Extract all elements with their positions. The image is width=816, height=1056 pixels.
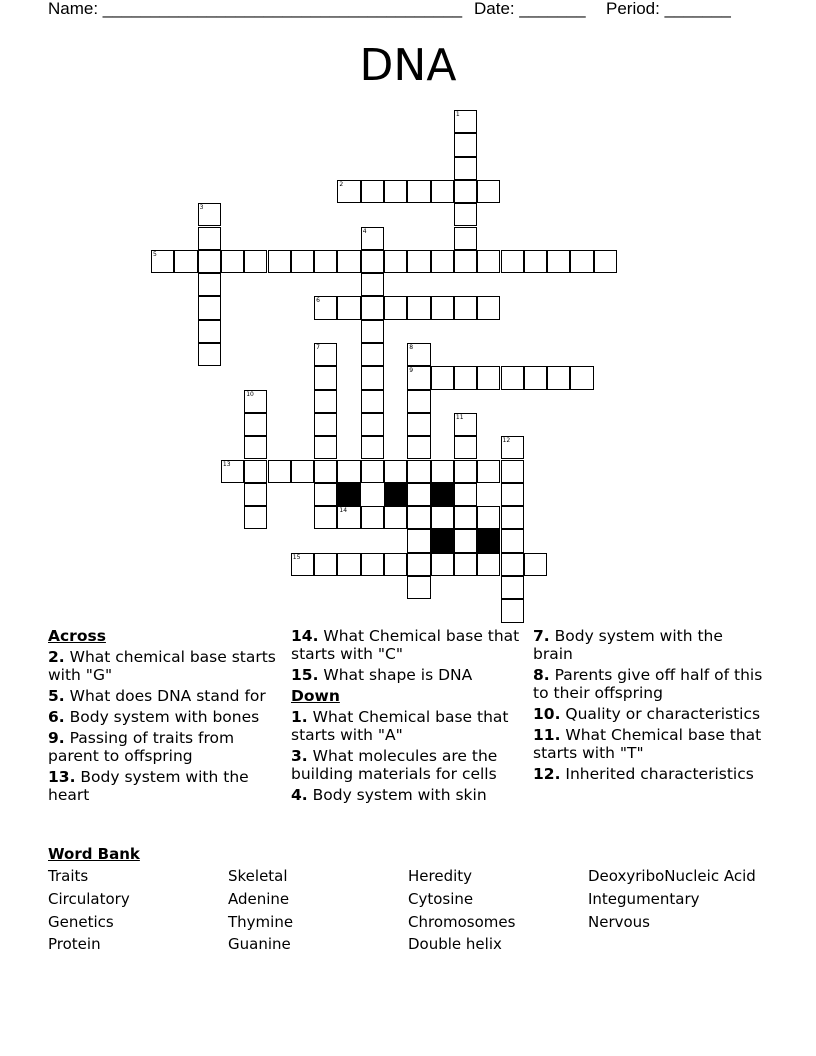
grid-cell[interactable] [314,483,337,506]
word-bank-item: DeoxyriboNucleic Acid [588,867,756,885]
grid-cell[interactable] [384,506,407,529]
grid-cell[interactable] [454,203,477,226]
grid-cell[interactable] [407,553,430,576]
grid-cell[interactable] [501,250,524,273]
grid-cell[interactable] [431,250,454,273]
grid-cell[interactable] [501,576,524,599]
cell-number: 13 [222,460,231,468]
grid-cell[interactable] [501,436,524,459]
clue-down-4: 4. Body system with skin [291,786,487,804]
grid-cell[interactable] [337,296,360,319]
word-bank-item: Skeletal [228,867,288,885]
cell-number: 4 [362,227,367,235]
cell-number: 14 [339,507,348,515]
grid-cell[interactable] [268,460,291,483]
grid-cell[interactable] [244,413,267,436]
grid-cell[interactable] [524,250,547,273]
cell-number: 8 [409,344,414,351]
grid-cell[interactable] [361,553,384,576]
grid-cell[interactable] [337,250,360,273]
grid-cell[interactable] [477,296,500,319]
grid-cell[interactable] [314,506,337,529]
grid-cell[interactable] [407,296,430,319]
clue-across-9: 9. Passing of traits from parent to offspring [48,729,235,765]
grid-cell[interactable] [454,460,477,483]
clue-down-1: 1. What Chemical base that starts with "A" [291,708,509,744]
clue-across-2: 2. What chemical base starts with "G" [48,648,276,684]
cell-number: 15 [292,553,301,561]
grid-cell[interactable] [314,460,337,483]
grid-cell[interactable] [407,529,430,552]
grid-cell[interactable] [198,343,221,366]
grid-cell[interactable] [384,460,407,483]
clue-down-3: 3. What molecules are the building materials for cells [291,747,498,783]
grid-cell[interactable] [501,529,524,552]
clue-across-13: 13. Body system with the heart [48,768,249,804]
word-bank-item: Guanine [228,935,291,953]
grid-cell[interactable] [477,366,500,389]
grid-cell[interactable] [361,296,384,319]
grid-cell[interactable] [477,460,500,483]
grid-cell[interactable] [314,390,337,413]
grid-cell[interactable] [454,366,477,389]
word-bank-item: Heredity [408,867,473,885]
grid-cell[interactable] [244,390,267,413]
cell-number: 12 [502,437,511,445]
grid-cell[interactable] [407,413,430,436]
grid-cell[interactable] [407,250,430,273]
grid-cell[interactable] [454,413,477,436]
clues-column-1 [48,627,280,807]
grid-cell[interactable] [431,366,454,389]
down-heading: Down [291,687,340,705]
grid-cell[interactable] [244,460,267,483]
grid-cell[interactable] [454,250,477,273]
grid-cell[interactable] [501,506,524,529]
grid-cell[interactable] [337,506,360,529]
grid-cell[interactable] [454,529,477,552]
grid-cell[interactable] [198,250,221,273]
grid-cell[interactable] [314,366,337,389]
word-bank-item: Traits [48,867,89,885]
grid-cell[interactable] [337,553,360,576]
word-bank-item: Integumentary [588,890,700,908]
grid-cell[interactable] [501,483,524,506]
grid-cell[interactable] [361,227,384,250]
grid-cell[interactable] [407,343,430,366]
grid-cell[interactable] [361,320,384,343]
grid-cell[interactable] [198,203,221,226]
grid-cell[interactable] [361,343,384,366]
word-bank-item: Adenine [228,890,290,908]
grid-cell[interactable] [454,483,477,506]
grid-cell[interactable] [361,436,384,459]
grid-cell[interactable] [337,180,360,203]
grid-cell[interactable] [361,250,384,273]
grid-cell[interactable] [594,250,617,273]
grid-cell[interactable] [384,180,407,203]
grid-cell[interactable] [198,320,221,343]
grid-cell[interactable] [454,133,477,156]
grid-cell[interactable] [268,250,291,273]
grid-cell[interactable] [291,460,314,483]
black-square [431,529,454,552]
grid-cell[interactable] [431,506,454,529]
page-title: DNA [359,40,457,91]
grid-cell[interactable] [361,460,384,483]
grid-cell[interactable] [384,553,407,576]
grid-cell[interactable] [291,250,314,273]
cell-number: 5 [153,250,157,258]
grid-cell[interactable] [501,553,524,576]
black-square [431,483,454,506]
cell-number: 11 [455,413,464,421]
grid-cell[interactable] [501,366,524,389]
grid-cell[interactable] [361,390,384,413]
grid-cell[interactable] [244,483,267,506]
grid-cell[interactable] [454,180,477,203]
date-field[interactable]: Date: _______ [474,0,586,18]
grid-cell[interactable] [454,227,477,250]
grid-cell[interactable] [198,273,221,296]
grid-cell[interactable] [174,250,197,273]
word-bank-item: Cytosine [408,890,474,908]
cell-number: 3 [199,204,204,212]
grid-cell[interactable] [454,506,477,529]
grid-cell[interactable] [314,413,337,436]
grid-cell[interactable] [407,436,430,459]
cell-number: 9 [409,367,414,375]
clue-down-7: 7. Body system with the brain [533,627,723,663]
grid-cell[interactable] [244,250,267,273]
grid-cell[interactable] [570,366,593,389]
cell-number: 6 [316,297,320,305]
grid-cell[interactable] [337,460,360,483]
grid-cell[interactable] [384,250,407,273]
across-heading: Across [48,627,106,645]
grid-cell[interactable] [244,506,267,529]
clue-down-11: 11. What Chemical base that starts with "T" [533,726,762,762]
grid-cell[interactable] [407,390,430,413]
grid-cell[interactable] [198,296,221,319]
clue-across-14: 14. What Chemical base that starts with "C" [291,627,520,663]
word-bank-item: Protein [48,935,101,953]
grid-cell[interactable] [407,506,430,529]
grid-cell[interactable] [361,506,384,529]
grid-cell[interactable] [407,180,430,203]
grid-cell[interactable] [314,296,337,319]
cell-number: 10 [246,390,254,398]
grid-cell[interactable] [407,483,430,506]
clue-down-12: 12. Inherited characteristics [533,765,754,783]
grid-cell[interactable] [361,273,384,296]
grid-cell[interactable] [477,250,500,273]
grid-cell[interactable] [314,343,337,366]
grid-cell[interactable] [547,250,570,273]
word-bank-item: Chromosomes [408,913,516,931]
grid-cell[interactable] [547,366,570,389]
grid-cell[interactable] [524,553,547,576]
grid-cell[interactable] [291,553,314,576]
grid-cell[interactable] [454,157,477,180]
grid-cell[interactable] [477,180,500,203]
grid-cell[interactable] [384,296,407,319]
clue-across-5: 5. What does DNA stand for [48,687,266,705]
black-square [384,483,407,506]
grid-cell[interactable] [407,460,430,483]
cell-number: 1 [455,111,460,118]
grid-cell[interactable] [431,296,454,319]
grid-cell[interactable] [198,227,221,250]
cell-number: 7 [316,344,320,351]
grid-cell[interactable] [314,553,337,576]
grid-cell[interactable] [431,553,454,576]
grid-cell[interactable] [221,250,244,273]
black-square [337,483,360,506]
grid-cell[interactable] [314,250,337,273]
grid-cell[interactable] [407,366,430,389]
grid-cell[interactable] [501,460,524,483]
grid-cell[interactable] [244,436,267,459]
grid-cell[interactable] [221,460,244,483]
word-bank-item: Thymine [228,913,294,931]
grid-cell[interactable] [501,599,524,622]
grid-cell[interactable] [477,506,500,529]
grid-cell[interactable] [524,366,547,389]
word-bank-item: Genetics [48,913,114,931]
grid-cell[interactable] [361,413,384,436]
clue-down-10: 10. Quality or characteristics [533,705,761,723]
word-bank-heading: Word Bank [48,845,140,863]
period-field[interactable]: Period: _______ [606,0,731,18]
grid-cell[interactable] [477,553,500,576]
clue-down-8: 8. Parents give off half of this to their offspring [533,666,763,702]
grid-cell[interactable] [454,296,477,319]
grid-cell[interactable] [570,250,593,273]
grid-cell[interactable] [151,250,174,273]
grid-cell[interactable] [431,460,454,483]
grid-cell[interactable] [361,180,384,203]
grid-cell[interactable] [454,553,477,576]
word-bank-item: Double helix [408,935,502,953]
cell-number: 2 [339,180,344,188]
clue-across-15: 15. What shape is DNA [291,666,473,684]
grid-cell[interactable] [407,576,430,599]
word-bank-item: Circulatory [48,890,130,908]
word-bank-item: Nervous [588,913,650,931]
black-square [477,529,500,552]
clues-column-3 [533,627,763,786]
clues-column-2 [291,627,521,807]
grid-cell[interactable] [314,436,337,459]
grid-cell[interactable] [361,366,384,389]
grid-cell[interactable] [431,180,454,203]
name-field[interactable]: Name: ______________________________________ [48,0,463,18]
clue-across-6: 6. Body system with bones [48,708,260,726]
grid-cell[interactable] [454,110,477,133]
grid-cell[interactable] [454,436,477,459]
